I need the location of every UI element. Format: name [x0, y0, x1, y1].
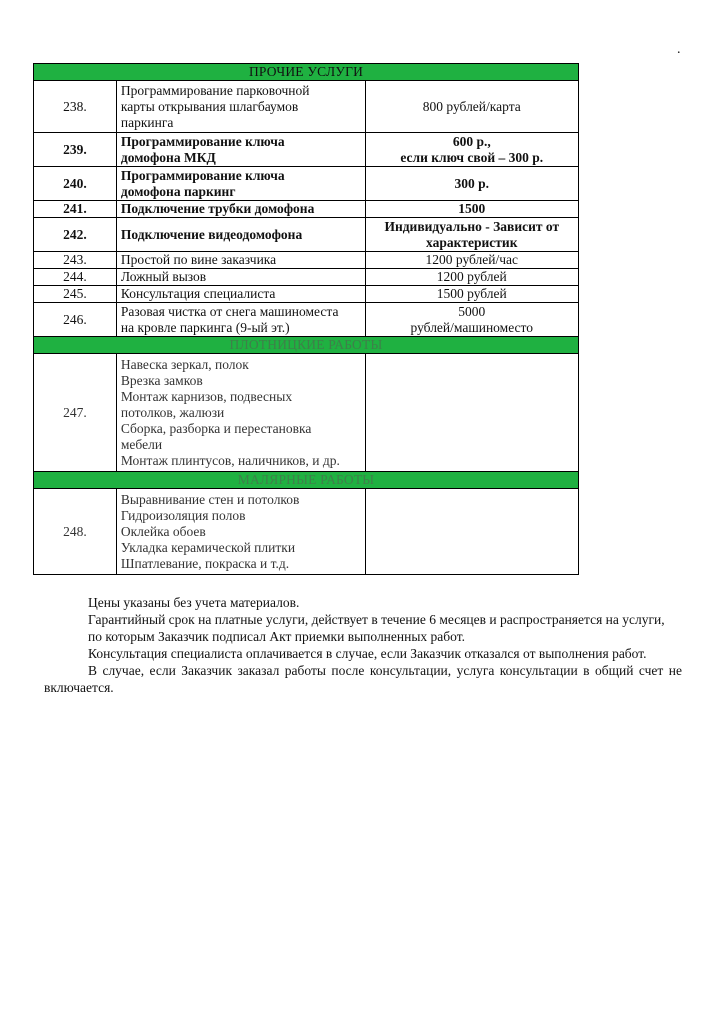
table-row-239 [34, 133, 579, 167]
note-paragraph: В случае, если Заказчик заказал работы после консультации, услуга консультации в общий счет не включается. [44, 663, 682, 695]
service-price: 5000 рублей/машиноместо [365, 303, 578, 337]
row-number: 246. [34, 303, 117, 337]
row-number: 243. [34, 252, 117, 269]
note-paragraph: Гарантийный срок на платные услуги, действует в течение 6 месяцев и распространяется на услуги, [88, 612, 665, 627]
service-name: Разовая чистка от снега машиноместа на кровле паркинга (9-ый эт.) [116, 303, 365, 337]
service-name: Подключение видеодомофона [116, 218, 365, 252]
service-price [365, 489, 578, 575]
section-header-other-services [34, 64, 579, 81]
section-header-carpentry [34, 337, 579, 354]
service-price: 800 рублей/карта [365, 81, 578, 133]
row-number: 245. [34, 286, 117, 303]
service-price: 1200 рублей [365, 269, 578, 286]
service-name: Программирование ключа домофона МКД [116, 133, 365, 167]
service-name: Выравнивание стен и потолков Гидроизоляция полов Оклейка обоев Укладка керамической плитки Шпатлевание, покраска и т.д. [116, 489, 365, 575]
price-table [33, 63, 579, 575]
note-paragraph: Цены указаны без учета материалов. [88, 595, 300, 610]
service-name: Простой по вине заказчика [116, 252, 365, 269]
service-name: Подключение трубки домофона [116, 201, 365, 218]
service-price: 300 р. [365, 167, 578, 201]
section-title: МАЛЯРНЫЕ РАБОТЫ [34, 472, 579, 489]
service-name: Программирование ключа домофона паркинг [116, 167, 365, 201]
notes-block [44, 594, 682, 696]
service-name: Консультация специалиста [116, 286, 365, 303]
row-number: 240. [34, 167, 117, 201]
table-row-238 [34, 81, 579, 133]
table-row-247 [34, 354, 579, 472]
service-price: 1200 рублей/час [365, 252, 578, 269]
table-row-243 [34, 252, 579, 269]
table-row-246 [34, 303, 579, 337]
row-number: 241. [34, 201, 117, 218]
row-number: 242. [34, 218, 117, 252]
service-price: Индивидуально - Зависит от характеристик [365, 218, 578, 252]
service-price [365, 354, 578, 472]
row-number: 239. [34, 133, 117, 167]
service-name: Программирование парковочной карты открывания шлагбаумов паркинга [116, 81, 365, 133]
table-row-244 [34, 269, 579, 286]
table-row-248 [34, 489, 579, 575]
corner-mark: . [677, 42, 681, 57]
note-paragraph: по которым Заказчик подписал Акт приемки выполненных работ. [88, 629, 465, 644]
service-name: Ложный вызов [116, 269, 365, 286]
service-name: Навеска зеркал, полок Врезка замков Монтаж карнизов, подвесных потолков, жалюзи Сборка, разборка и перестановка мебели Монтаж плинтусов, наличников, и др. [116, 354, 365, 472]
service-price: 600 р., если ключ свой – 300 р. [365, 133, 578, 167]
note-paragraph: Консультация специалиста оплачивается в случае, если Заказчик отказался от выполнения работ. [88, 646, 647, 661]
table-row-241 [34, 201, 579, 218]
table-row-240 [34, 167, 579, 201]
section-header-painting [34, 472, 579, 489]
row-number: 238. [34, 81, 117, 133]
row-number: 247. [34, 354, 117, 472]
section-title: ПЛОТНИЦКИЕ РАБОТЫ [34, 337, 579, 354]
service-price: 1500 рублей [365, 286, 578, 303]
section-title: ПРОЧИЕ УСЛУГИ [34, 64, 579, 81]
service-price: 1500 [365, 201, 578, 218]
table-row-245 [34, 286, 579, 303]
table-row-242 [34, 218, 579, 252]
row-number: 248. [34, 489, 117, 575]
row-number: 244. [34, 269, 117, 286]
